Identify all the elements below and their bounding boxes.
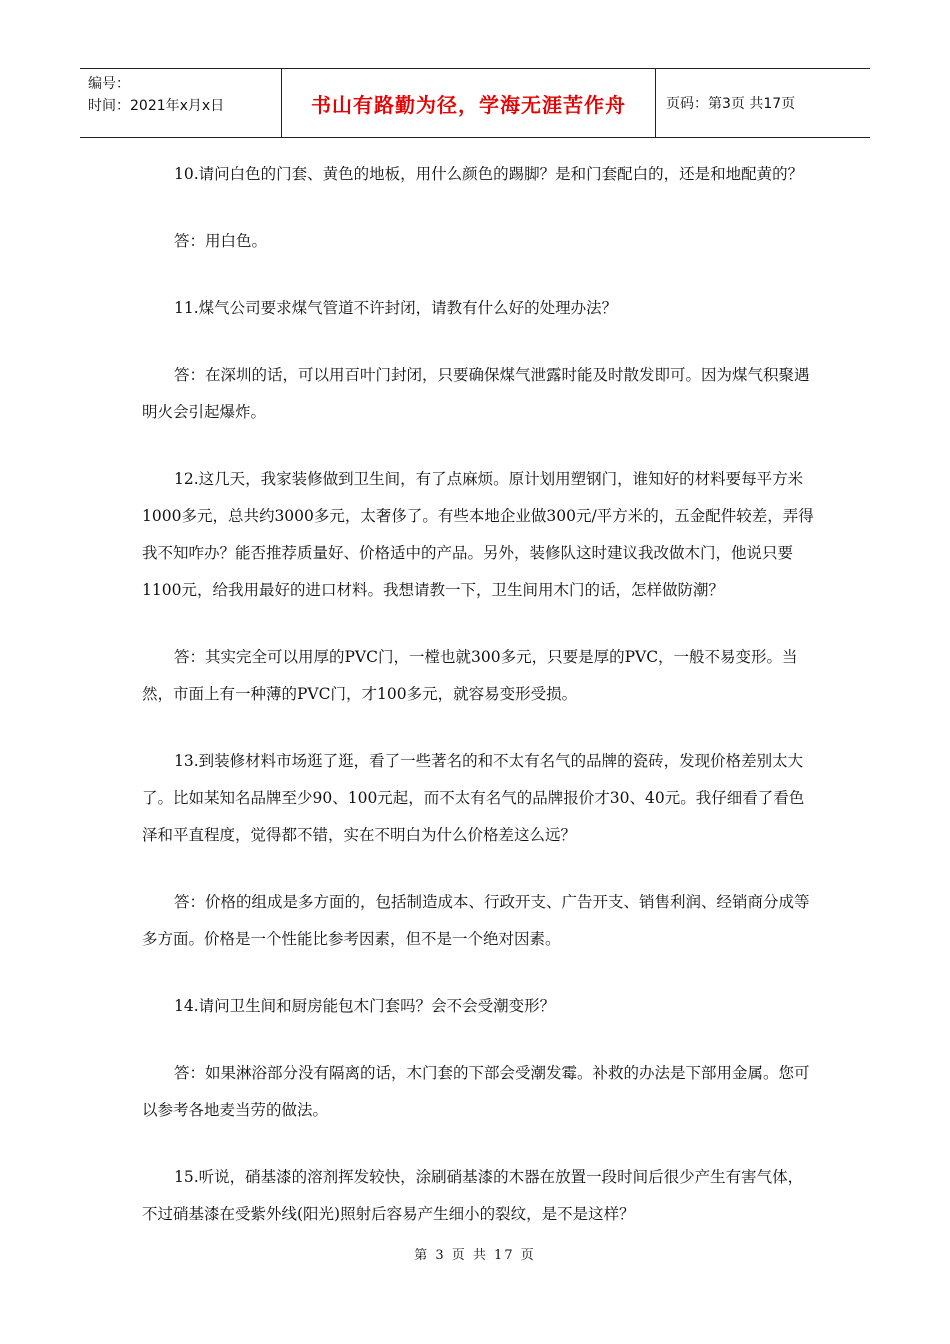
question-14: 14.请问卫生间和厨房能包木门套吗？会不会受潮变形？: [174, 997, 556, 1015]
page-header: [80, 68, 870, 138]
document-body: [142, 156, 818, 1263]
question-15: 15.听说，硝基漆的溶剂挥发较快，涂刷硝基漆的木器在放置一段时间后很少产生有害气体，不过硝基漆在受紫外线(阳光)照射后容易产生细小的裂纹，是不是这样？: [142, 1168, 804, 1223]
page-footer: 第 3 页 共 17 页: [414, 1248, 536, 1263]
answer-14: 答：如果淋浴部分没有隔离的话，木门套的下部会受潮发霉。补救的办法是下部用金属。您可以参考各地麦当劳的做法。: [142, 1064, 810, 1119]
header-page-info: 页码：第3页 共17页: [666, 96, 796, 112]
header-motto: 书山有路勤为径，学海无涯苦作舟: [281, 69, 656, 137]
question-11: 11.煤气公司要求煤气管道不许封闭，请教有什么好的处理办法？: [174, 299, 618, 317]
question-10: 10.请问白色的门套、黄色的地板，用什么颜色的踢脚？是和门套配白的，还是和地配黄的？: [174, 165, 804, 183]
question-12: 12.这几天，我家装修做到卫生间，有了点麻烦。原计划用塑钢门，谁知好的材料要每平方米1000多元，总共约3000多元，太奢侈了。有些本地企业做300元/平方米的，五金配件较差，弄得我不知咋办？能否推荐质量好、价格适中的产品。另外，装修队这时建议我改做木门，他说只要1100元，给我用最好的进口材料。我想请教一下，卫生间用木门的话，怎样做防潮？: [142, 470, 814, 599]
answer-13: 答：价格的组成是多方面的，包括制造成本、行政开支、广告开支、销售利润、经销商分成等多方面。价格是一个性能比参考因素，但不是一个绝对因素。: [142, 893, 810, 948]
document-number-label: 编号：: [88, 76, 130, 92]
answer-11: 答：在深圳的话，可以用百叶门封闭，只要确保煤气泄露时能及时散发即可。因为煤气积聚遇明火会引起爆炸。: [142, 366, 810, 421]
answer-12: 答：其实完全可以用厚的PVC门，一樘也就300多元，只要是厚的PVC，一般不易变形。当然，市面上有一种薄的PVC门，才100多元，就容易变形受损。: [142, 648, 798, 703]
header-meta: [80, 69, 281, 137]
document-date-label: 时间：2021年x月x日: [88, 98, 225, 114]
answer-10: 答：用白色。: [174, 232, 268, 250]
question-13: 13.到装修材料市场逛了逛，看了一些著名的和不太有名气的品牌的瓷砖，发现价格差别太大了。比如某知名品牌至少90、100元起，而不太有名气的品牌报价才30、40元。我仔细看了看色泽和平直程度，觉得都不错，实在不明白为什么价格差这么远？: [142, 752, 805, 844]
